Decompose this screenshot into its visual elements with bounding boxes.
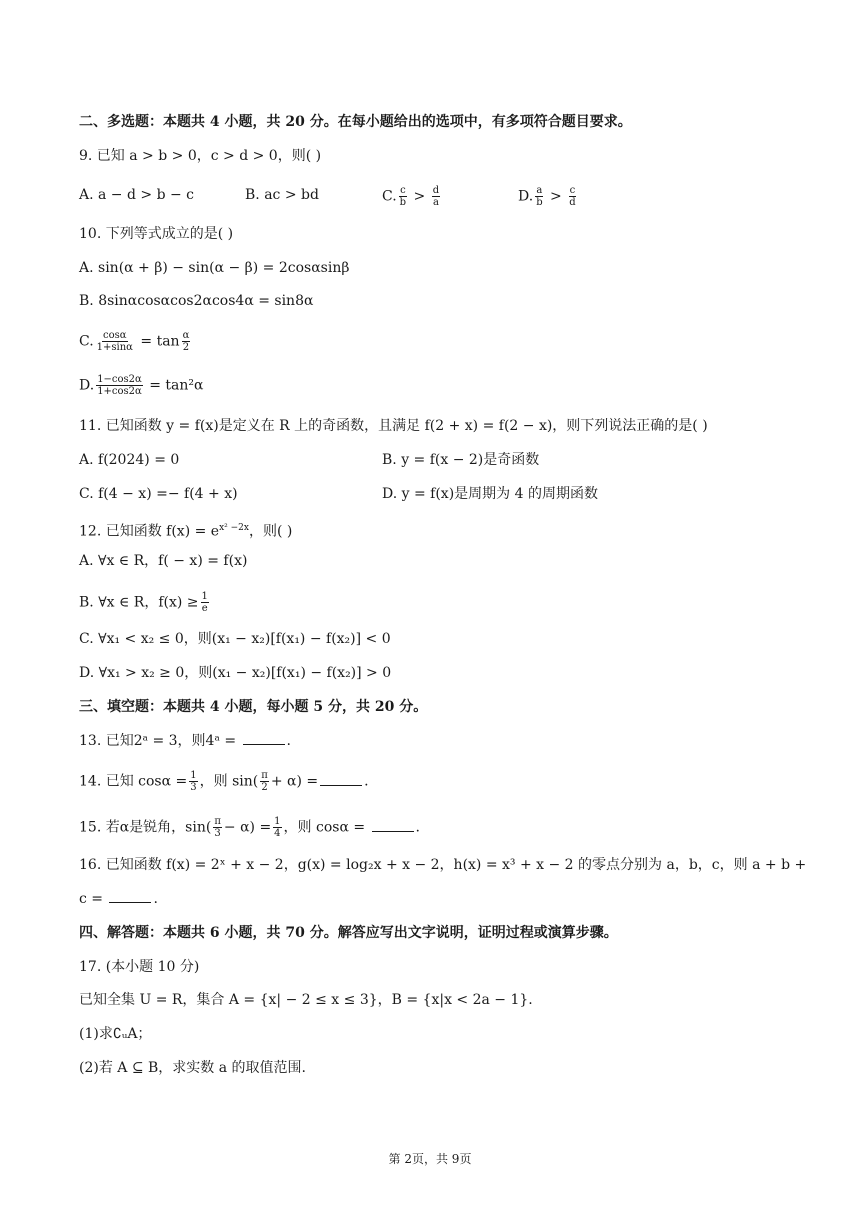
- answer-blank: [320, 773, 362, 786]
- question-11-stem: 11. 已知函数 y = f(x)是定义在 R 上的奇函数，且满足 f(2 + x) = f(2 − x)，则下列说法正确的是( ): [79, 418, 708, 434]
- q10-option-a: A. sin(α + β) − sin(α − β) = 2cosαsinβ: [79, 260, 350, 276]
- q9-option-d: D. $\frac{a}{b}$ > $\frac{c}{d}$: [518, 185, 576, 208]
- question-12-stem: [79, 518, 292, 542]
- q11-option-c: C. f(4 − x) =− f(4 + x): [79, 486, 238, 502]
- section-problem-solving: 四、解答题：本题共 6 小题，共 70 分。解答应写出文字说明，证明过程或演算步骤。: [79, 925, 618, 941]
- q12-option-d: D. ∀x₁ > x₂ ≥ 0，则(x₁ − x₂)[f(x₁) − f(x₂)] > 0: [79, 665, 392, 681]
- q13-end: .: [286, 733, 291, 749]
- q16-line2-prefix: c =: [79, 891, 104, 907]
- answer-blank: [243, 732, 285, 745]
- q10-c-denominator: 1+sinα: [96, 342, 133, 353]
- question-15: 15. 若α是锐角，sin( $\frac{\pi}{3}$ − α) = $\frac{1}{4}$ ，则 cosα = .: [79, 816, 420, 839]
- q10-option-d: [79, 374, 204, 397]
- q11-option-a: A. f(2024) = 0: [79, 452, 180, 468]
- q11-option-d: D. y = f(x)是周期为 4 的周期函数: [382, 486, 598, 502]
- q9-option-d-label: D.: [518, 188, 534, 205]
- q12-stem-suffix: ，则( ): [248, 523, 293, 540]
- q12-option-c: C. ∀x₁ < x₂ ≤ 0，则(x₁ − x₂)[f(x₁) − f(x₂)] < 0: [79, 631, 391, 647]
- question-16-line-1: 16. 已知函数 f(x) = 2ˣ + x − 2，g(x) = log₂x + x − 2，h(x) = x³ + x − 2 的零点分别为 a，b，c，则 a + b +: [79, 857, 807, 873]
- q12-option-a: A. ∀x ∈ R，f( − x) = f(x): [79, 553, 248, 569]
- question-10-stem: 10. 下列等式成立的是( ): [79, 226, 234, 242]
- q9-option-c-label: C.: [382, 188, 397, 205]
- q9-option-c: C. $\frac{c}{b}$ > $\frac{d}{a}$: [382, 185, 440, 208]
- answer-blank: [109, 890, 151, 903]
- question-14: 14. 已知 cosα = $\frac{1}{3}$ ，则 sin( $\frac{\pi}{2}$ + α) = .: [79, 770, 369, 793]
- q16-end: .: [153, 891, 158, 907]
- q10-d-rhs: = tan²α: [149, 377, 204, 394]
- q15-mid: − α) =: [223, 819, 272, 836]
- q9-option-a: A. a − d > b − c: [79, 187, 195, 203]
- question-17-part-2: (2)若 A ⊆ B，求实数 a 的取值范围.: [79, 1060, 307, 1076]
- question-17-title: 17. (本小题 10 分): [79, 959, 200, 975]
- q15-prefix: 15. 若α是锐角，sin(: [79, 819, 212, 836]
- q14-prefix: 14. 已知 cosα =: [79, 773, 188, 790]
- section-multiple-choice: 二、多选题：本题共 4 小题，共 20 分。在每小题给出的选项中，有多项符合题目要求。: [79, 114, 632, 130]
- q14-end: .: [364, 773, 369, 790]
- answer-blank: [372, 819, 414, 832]
- q12-stem-exponent: x² −2x: [219, 523, 249, 533]
- q10-d-denominator: 1+cos2α: [97, 386, 142, 397]
- q12-stem-prefix: 12. 已知函数 f(x) = e: [79, 523, 220, 540]
- q15-mid2: ，则 cosα =: [283, 819, 366, 836]
- question-17-given: 已知全集 U = R，集合 A = {x| − 2 ≤ x ≤ 3}，B = {x|x < 2a − 1}.: [79, 992, 533, 1008]
- q14-mid2: + α) =: [270, 773, 319, 790]
- q10-option-b: B. 8sinαcosαcos2αcos4α = sin8α: [79, 293, 314, 309]
- question-17-part-1: (1)求∁ᵤA；: [79, 1026, 152, 1042]
- q14-mid: ，则 sin(: [199, 773, 259, 790]
- section-fill-in: 三、填空题：本题共 4 小题，每小题 5 分，共 20 分。: [79, 699, 428, 715]
- question-16-line-2: [79, 889, 158, 909]
- q13-text: 13. 已知2ᵃ = 3，则4ᵃ =: [79, 733, 237, 749]
- q10-c-numerator: cosα: [103, 330, 127, 341]
- q11-option-b: B. y = f(x − 2)是奇函数: [382, 452, 540, 468]
- q10-c-rhs: = tan: [140, 333, 180, 350]
- page-footer: 第 2页，共 9页: [388, 1152, 472, 1166]
- q12-option-b-text: B. ∀x ∈ R，f(x) ≥: [79, 594, 199, 611]
- q15-end: .: [415, 819, 420, 836]
- question-9-stem: 9. 已知 a > b > 0，c > d > 0，则( ): [79, 148, 322, 164]
- q10-option-c-label: C.: [79, 333, 94, 350]
- q10-d-numerator: 1−cos2α: [97, 374, 142, 385]
- q12-option-b: B. ∀x ∈ R，f(x) ≥ $\frac{1}{e}$: [79, 591, 208, 614]
- q10-option-c: C. $\frac{\cos\alpha}{1+\sin\alpha}$ = tan $\frac{\alpha}{2}$: [79, 330, 190, 353]
- question-13: [79, 731, 291, 751]
- q9-option-b: B. ac > bd: [245, 187, 319, 203]
- q10-option-d-label: D.: [79, 377, 95, 394]
